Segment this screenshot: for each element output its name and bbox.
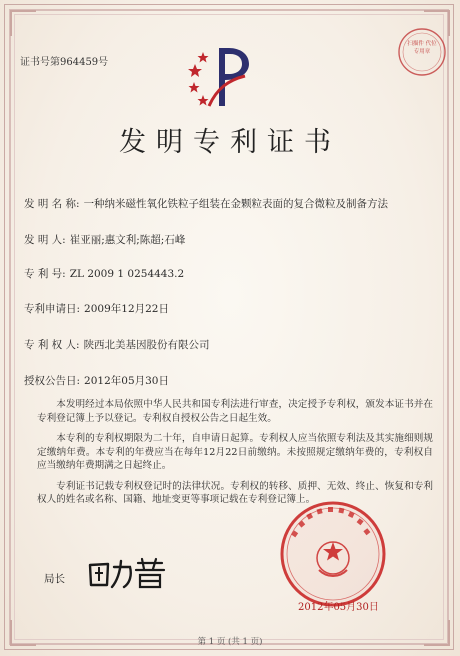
body-paragraph: 专利证书记载专利权登记时的法律状况。专利权的转移、质押、无效、终止、恢复和专利权人的姓名或名称、国籍、地址变更等事项记载在专利登记簿上。 — [37, 480, 433, 505]
scan-stamp-label: 扫描件 代位专用章 — [407, 41, 437, 55]
filing-date-label: 专利申请日: — [24, 303, 81, 315]
patentee-row — [24, 337, 210, 352]
patent-number-row — [24, 266, 184, 281]
patentee-value: 陕西北美基因股份有限公司 — [83, 339, 210, 351]
certificate-body — [37, 398, 433, 514]
national-ip-office-seal-icon — [279, 500, 387, 608]
patentee-label: 专 利 权 人: — [24, 339, 80, 351]
page-footer: 第 1 页 (共 1 页) — [197, 637, 263, 647]
invention-name-value: 一种纳米磁性氧化铁粒子组装在金颗粒表面的复合微粒及制备方法 — [83, 198, 389, 210]
body-paragraph: 本发明经过本局依照中华人民共和国专利法进行审查，决定授予专利权，颁发本证书并在专利登记簿上予以登记。专利权自授权公告之日起生效。 — [37, 399, 433, 424]
director-label: 局长 — [44, 573, 65, 585]
filing-date-value: 2009年12月22日 — [84, 303, 169, 315]
certificate-title: 发明专利证书 — [119, 127, 341, 158]
grant-date-row — [24, 373, 169, 388]
corner-ornament — [10, 10, 36, 36]
inventor-row — [24, 232, 185, 247]
seal-date: 2012年05月30日 — [298, 602, 379, 613]
filing-date-row — [24, 301, 169, 316]
invention-name-label: 发 明 名 称: — [24, 198, 80, 210]
certificate-number: 证书号第964459号 — [20, 57, 109, 68]
grant-date-value: 2012年05月30日 — [84, 375, 169, 387]
patent-number-label: 专 利 号: — [24, 268, 66, 280]
inventor-label: 发 明 人: — [24, 234, 66, 246]
scan-stamp-icon — [396, 26, 448, 78]
sipo-patent-logo-icon — [185, 40, 255, 112]
inventor-value: 崔亚丽;惠文利;陈超;石峰 — [69, 234, 186, 246]
invention-name-row — [24, 196, 388, 211]
director-signature-icon — [86, 555, 168, 591]
grant-date-label: 授权公告日: — [24, 375, 81, 387]
patent-number-value: ZL 2009 1 0254443.2 — [69, 268, 185, 280]
body-paragraph: 本专利的专利权期限为二十年，自申请日起算。专利权人应当依照专利法及其实施细则规定缴纳年费。本专利的年费应当在每年12月22日前缴纳。未按照规定缴纳年费的，专利权自应当缴纳年费期满之日起终止。 — [37, 433, 433, 471]
